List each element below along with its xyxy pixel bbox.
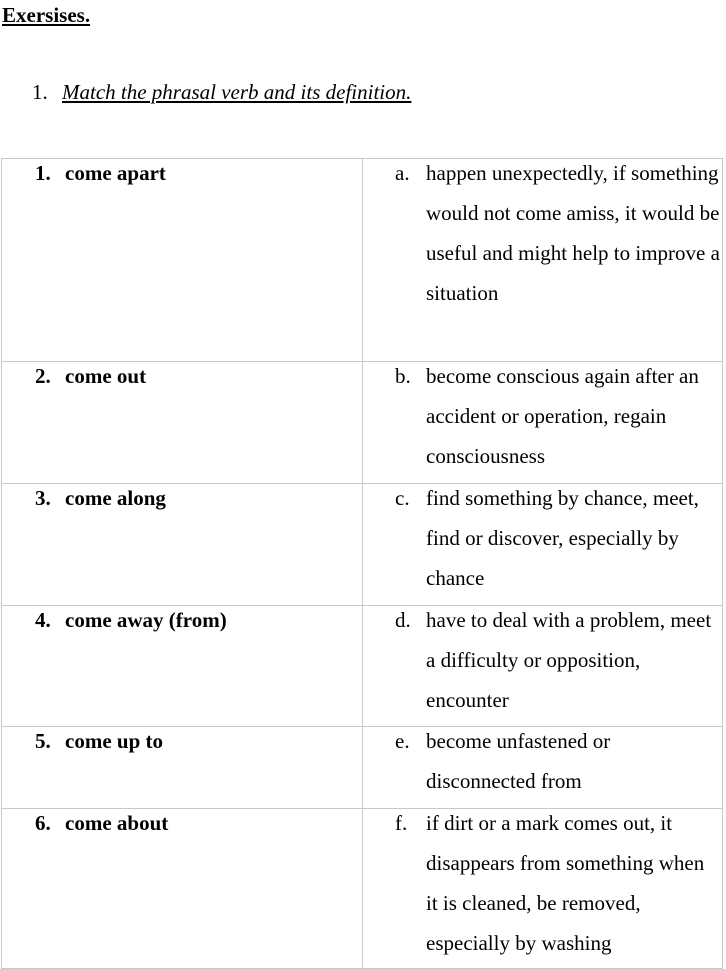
phrasal-verb (2, 727, 362, 755)
verb-text: come up to (65, 729, 163, 753)
definition (363, 809, 722, 965)
definition (363, 362, 722, 478)
definition-letter: a. (395, 161, 410, 185)
verb-cell (2, 809, 363, 969)
definition (363, 484, 722, 600)
definition-text: have to deal with a problem, meet a difficulty or opposition, encounter (426, 608, 712, 712)
table-row (2, 159, 723, 362)
task-number: 1. (32, 80, 48, 104)
verb-cell (2, 484, 363, 606)
definition-letter: c. (395, 486, 410, 510)
definition-letter: d. (395, 608, 411, 632)
verb-number: 2. (35, 364, 51, 388)
table-row (2, 727, 723, 809)
definition-text: happen unexpectedly, if something would not come amiss, it would be useful and might help to improve a situation (426, 161, 720, 305)
definition-cell (363, 362, 723, 484)
definition-letter: f. (395, 811, 408, 835)
verb-text: come along (65, 486, 166, 510)
definition-letter: e. (395, 729, 410, 753)
definition (363, 727, 722, 803)
phrasal-verb (2, 606, 362, 634)
definition-cell (363, 606, 723, 727)
definition-cell (363, 159, 723, 362)
phrasal-verb (2, 362, 362, 390)
verb-text: come away (from) (65, 608, 227, 632)
verb-number: 3. (35, 486, 51, 510)
definition (363, 606, 722, 722)
verb-cell (2, 362, 363, 484)
verb-cell (2, 606, 363, 727)
verb-text: come apart (65, 161, 166, 185)
verb-number: 5. (35, 729, 51, 753)
definition (363, 159, 722, 315)
table-row (2, 809, 723, 969)
definition-text: become conscious again after an accident or operation, regain consciousness (426, 364, 699, 468)
verb-number: 6. (35, 811, 51, 835)
definition-text: become unfastened or disconnected from (426, 729, 611, 793)
definition-cell (363, 484, 723, 606)
table-row (2, 606, 723, 727)
task-instruction (32, 78, 411, 106)
verb-text: come out (65, 364, 147, 388)
table-row (2, 362, 723, 484)
definition-text: find something by chance, meet, find or discover, especially by chance (426, 486, 699, 590)
exercises-heading: Exersises. (2, 3, 91, 27)
verb-text: come about (65, 811, 169, 835)
phrasal-verb (2, 809, 362, 837)
definition-cell (363, 809, 723, 969)
matching-table (1, 158, 723, 969)
table-row (2, 484, 723, 606)
definition-letter: b. (395, 364, 411, 388)
verb-number: 4. (35, 608, 51, 632)
verb-cell (2, 727, 363, 809)
definition-text: if dirt or a mark comes out, it disappears from something when it is cleaned, be removed, especially by washing (426, 811, 705, 955)
task-text: Match the phrasal verb and its definition. (62, 80, 412, 104)
verb-number: 1. (35, 161, 51, 185)
definition-cell (363, 727, 723, 809)
phrasal-verb (2, 484, 362, 512)
phrasal-verb (2, 159, 362, 187)
verb-cell (2, 159, 363, 362)
